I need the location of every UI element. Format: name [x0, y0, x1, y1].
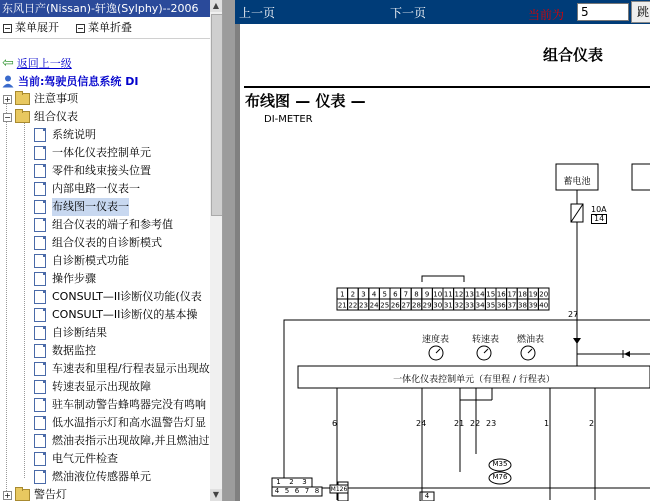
- wire-number: 21: [454, 419, 465, 428]
- tree-folder-precautions[interactable]: [3, 90, 78, 108]
- current-location: [2, 73, 138, 89]
- tree-item[interactable]: [34, 450, 118, 468]
- document-icon: [34, 470, 46, 484]
- frame-divider[interactable]: [223, 0, 235, 501]
- tree-item-label: CONSULT—II诊断仪功能(仪表: [52, 290, 202, 303]
- scroll-down-icon[interactable]: ▼: [210, 489, 222, 501]
- tree-item-label: 系统说明: [52, 128, 96, 141]
- tree-folder-label: 注意事项: [34, 92, 78, 105]
- pin-number: 32: [454, 301, 464, 310]
- wire-number: 23: [486, 419, 497, 428]
- pin-number: 13: [465, 290, 474, 299]
- sidebar-scrollbar[interactable]: [210, 0, 222, 501]
- pin-number: 5: [284, 487, 290, 495]
- prev-page-button[interactable]: 上一页: [239, 6, 276, 20]
- tree-item-label: 低水温指示灯和高水温警告灯显: [52, 416, 206, 429]
- collapse-toggle-icon[interactable]: −: [4, 112, 11, 122]
- tree-item-label: 零件和线束接头位置: [52, 164, 151, 177]
- pin-number: 8: [314, 487, 320, 495]
- collapse-menu-label: 菜单折叠: [88, 21, 132, 34]
- scroll-thumb[interactable]: [211, 14, 223, 216]
- gauge-label: 转速表: [472, 335, 500, 345]
- document-icon: [34, 146, 46, 160]
- tree-item[interactable]: [34, 324, 107, 342]
- document-icon: [34, 254, 46, 268]
- pin-number: 1: [340, 290, 345, 299]
- tree-item-label: CONSULT—II诊断仪的基本操: [52, 308, 198, 321]
- sidebar: [0, 0, 223, 501]
- menu-controls: [0, 20, 210, 36]
- wire-number: 6: [332, 419, 338, 428]
- expand-icon: [3, 24, 12, 33]
- pin-number: 6: [393, 290, 398, 299]
- pin-number: 16: [496, 290, 506, 299]
- tree-item-label: 组合仪表的自诊断模式: [52, 236, 162, 249]
- pin-number: 15: [486, 290, 496, 299]
- tree-item[interactable]: [34, 414, 206, 432]
- tree-item[interactable]: [34, 342, 96, 360]
- user-icon: [2, 75, 14, 88]
- pin-number: 28: [412, 301, 421, 310]
- pin-number: 4: [274, 487, 280, 495]
- tree-item-label: 驻车制动警告蜂鸣器完没有鸣响: [52, 398, 206, 411]
- page-number-input[interactable]: [577, 3, 629, 21]
- small-connector-pins: [272, 478, 322, 496]
- tree-item[interactable]: [34, 162, 151, 180]
- tree-item-label: 操作步骤: [52, 272, 96, 285]
- next-page-button[interactable]: 下一页: [390, 6, 427, 20]
- junction-arrow: [573, 338, 581, 344]
- document-icon: [34, 416, 46, 430]
- pin-number: 6: [294, 487, 300, 495]
- tree-folder-warning-lamps[interactable]: [3, 486, 67, 501]
- document-icon: [34, 218, 46, 232]
- pin-number: 3: [361, 290, 366, 299]
- pin-number: 3: [302, 478, 307, 486]
- tree-item-label: 燃油表指示出现故障,并且燃油过: [52, 434, 210, 447]
- pin-number: 17: [507, 290, 517, 299]
- pin-number: 36: [496, 301, 506, 310]
- connector-bottom-row: [337, 299, 549, 310]
- back-link-label: 返回上一级: [16, 57, 72, 70]
- tree-item-label: 布线图一仪表一: [52, 198, 129, 216]
- tree-item-label: 数据监控: [52, 344, 96, 357]
- pin-number: 8: [414, 290, 419, 299]
- tree-folder-combination-meter[interactable]: [3, 108, 78, 126]
- tree-item[interactable]: [34, 432, 210, 450]
- tree-item[interactable]: [34, 180, 140, 198]
- connector-key: [422, 276, 464, 282]
- adjacent-box: [632, 164, 650, 190]
- sidebar-title: 东风日产(Nissan)-轩逸(Sylphy)--2006: [0, 0, 212, 17]
- document-icon: [34, 434, 46, 448]
- connector-label: M35: [492, 460, 508, 468]
- document-icon: [34, 272, 46, 286]
- tree-item-label: 车速表和里程/行程表显示出现故: [52, 362, 210, 375]
- tree-folder-label: 组合仪表: [34, 110, 78, 123]
- back-arrow-icon: ⇦: [2, 55, 14, 71]
- tree-item-label: 电气元件检查: [52, 452, 118, 465]
- tree-item[interactable]: [34, 288, 202, 306]
- expand-menu-button[interactable]: [3, 20, 59, 36]
- connector-label: M126: [330, 486, 348, 493]
- folder-open-icon: [15, 111, 30, 123]
- tree-item[interactable]: [34, 234, 162, 252]
- pin-number: 2: [289, 478, 294, 486]
- pin-number: 5: [382, 290, 387, 299]
- pin-number: 34: [475, 301, 485, 310]
- document-icon: [34, 362, 46, 376]
- wire-number: 2: [589, 419, 595, 428]
- gauge-label: 燃油表: [517, 335, 545, 345]
- pin-number: 30: [433, 301, 443, 310]
- document-icon: [34, 344, 46, 358]
- pin-number: 39: [528, 301, 538, 310]
- diagram-title: 布线图 — 仪表 —: [245, 92, 366, 110]
- pin-number: 9: [424, 290, 430, 299]
- expand-menu-label: 菜单展开: [15, 21, 59, 34]
- tree-item[interactable]: [34, 378, 151, 396]
- tree-item-label: 内部电路一仪表一: [52, 182, 140, 195]
- document-icon: [34, 182, 46, 196]
- tree-item-label: 一体化仪表控制单元: [52, 146, 151, 159]
- wire-number: 22: [470, 419, 481, 428]
- scroll-up-icon[interactable]: ▲: [210, 0, 222, 12]
- tree-guide: [24, 118, 25, 478]
- pin-number: 29: [422, 301, 432, 310]
- gauges: [429, 346, 535, 360]
- wire-number: 1: [544, 419, 550, 428]
- document-icon: [34, 308, 46, 322]
- tree-item[interactable]: [34, 270, 96, 288]
- tree-item[interactable]: [34, 360, 210, 378]
- tree-item-label: 转速表显示出现故障: [52, 380, 151, 393]
- back-link[interactable]: [2, 55, 72, 71]
- pin-number: 25: [380, 301, 390, 310]
- tree-item-label: 自诊断模式功能: [52, 254, 129, 267]
- pin-number: 19: [528, 290, 538, 299]
- pin-number: 10: [433, 290, 443, 299]
- pin-number: 35: [486, 301, 496, 310]
- pin-number: 31: [443, 301, 453, 310]
- tree-item[interactable]: [34, 252, 129, 270]
- pin-number: 26: [390, 301, 400, 310]
- document-icon: [34, 236, 46, 250]
- tree-guide: [6, 99, 7, 499]
- collapse-icon: [76, 24, 85, 33]
- document-icon: [34, 380, 46, 394]
- document-icon: [34, 200, 46, 214]
- expand-toggle-icon[interactable]: +: [4, 94, 11, 104]
- wire-number: 24: [416, 419, 427, 428]
- battery-label: 蓄电池: [563, 177, 591, 187]
- wiring-diagram: [240, 24, 650, 501]
- tree-item-selected[interactable]: [34, 198, 129, 216]
- wire-number: 27: [568, 310, 579, 319]
- document-icon: [34, 326, 46, 340]
- pin-number: 7: [403, 290, 409, 299]
- collapse-menu-button[interactable]: [76, 20, 132, 36]
- tree-item[interactable]: [34, 216, 173, 234]
- pin-number: 23: [359, 301, 368, 310]
- tree-item-label: 自诊断结果: [52, 326, 107, 339]
- document-icon: [34, 128, 46, 142]
- tree-item[interactable]: [34, 306, 197, 324]
- document-icon: [34, 398, 46, 412]
- fuse-rating: 10A: [591, 205, 607, 214]
- document-icon: [34, 164, 46, 178]
- tree-item[interactable]: [34, 126, 96, 144]
- folder-icon: [15, 489, 30, 501]
- pin-number: 40: [539, 301, 549, 310]
- document-view: [240, 24, 650, 501]
- folder-icon: [15, 93, 30, 105]
- pin-number: 7: [304, 487, 310, 495]
- connector-top-row: [337, 288, 549, 299]
- jump-button[interactable]: 跳: [631, 1, 650, 23]
- pin-number: 21: [337, 301, 347, 310]
- document-icon: [34, 290, 46, 304]
- page-toolbar: [235, 0, 650, 24]
- gauge-label: 速度表: [422, 335, 450, 345]
- pin-number: 12: [454, 290, 464, 299]
- tree-item-label: 组合仪表的端子和参考值: [52, 218, 173, 231]
- pin-number: 37: [507, 301, 517, 310]
- pin-number: 22: [348, 301, 358, 310]
- tree-folder-label: 警告灯: [34, 488, 67, 501]
- pin-number: 4: [371, 290, 377, 299]
- control-unit-label: 一体化仪表控制单元（有里程 / 行程表）: [393, 375, 555, 385]
- current-page-label: 当前为: [528, 8, 565, 22]
- divider: [0, 38, 210, 39]
- bottom-box-label: 4: [424, 492, 430, 500]
- tree-item[interactable]: [34, 396, 206, 414]
- connector-label: M76: [492, 473, 508, 481]
- pin-number: 27: [401, 301, 411, 310]
- tree-item[interactable]: [34, 144, 151, 162]
- pin-number: 18: [518, 290, 527, 299]
- tree-item-label: 燃油液位传感器单元: [52, 470, 151, 483]
- pin-number: 14: [475, 290, 485, 299]
- fuse-number: 14: [591, 214, 607, 224]
- diagram-subtitle: DI-METER: [264, 114, 313, 125]
- document-icon: [34, 452, 46, 466]
- pin-number: 33: [465, 301, 474, 310]
- expand-toggle-icon[interactable]: +: [4, 490, 11, 500]
- pin-number: 20: [539, 290, 549, 299]
- current-location-label: 当前:驾驶员信息系统 DI: [18, 75, 139, 88]
- diode-icon: [624, 351, 630, 357]
- pin-number: 38: [518, 301, 527, 310]
- pin-number: 11: [443, 290, 453, 299]
- pin-number: 24: [369, 301, 379, 310]
- pin-number: 1: [276, 478, 281, 486]
- document-title: 组合仪表: [543, 46, 604, 64]
- tree-item[interactable]: [34, 468, 151, 486]
- pin-number: 2: [350, 290, 356, 299]
